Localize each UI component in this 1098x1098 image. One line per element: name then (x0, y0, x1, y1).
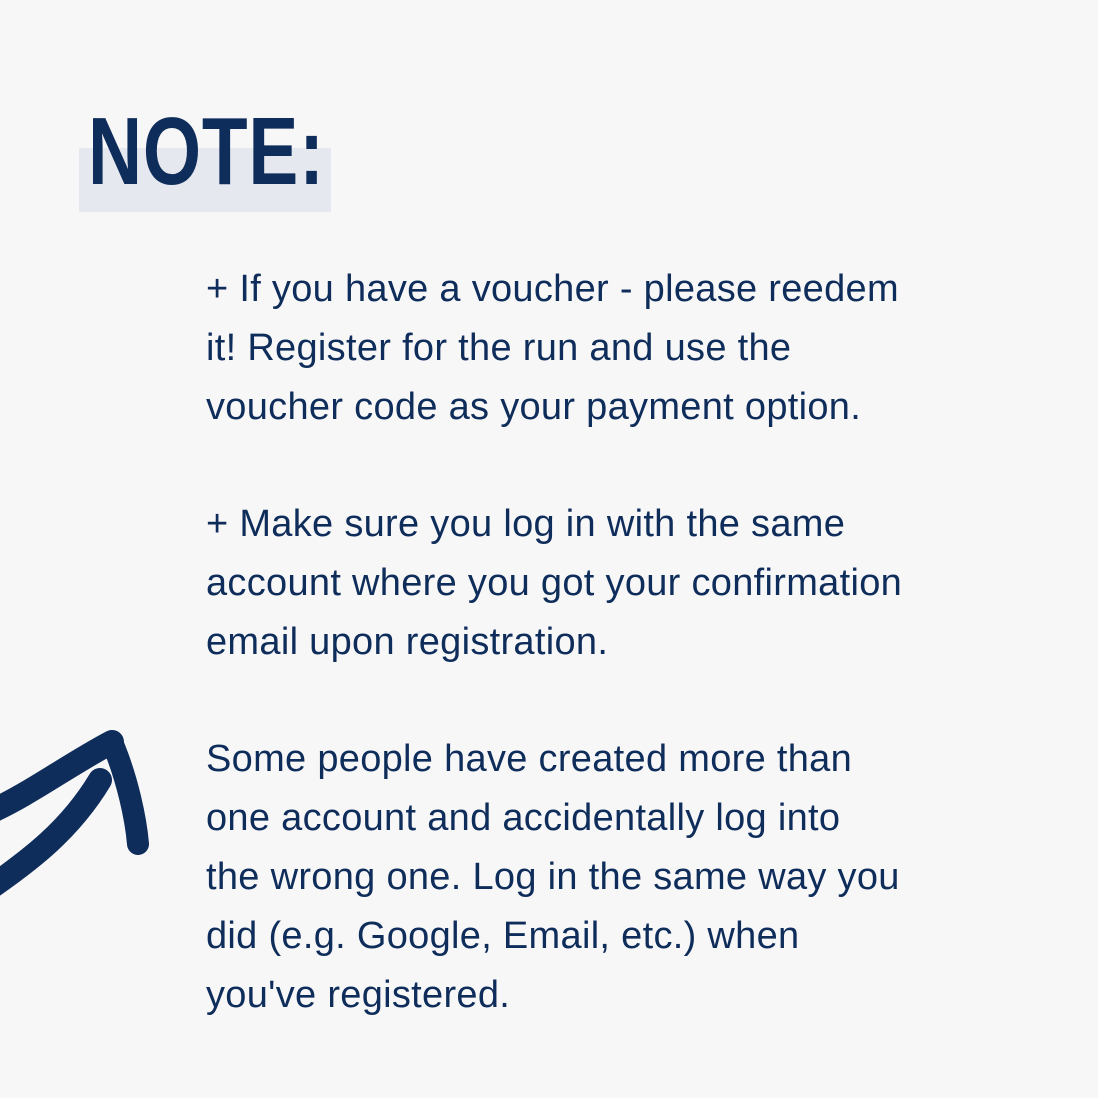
paragraph-line: one account and accidentally log into (206, 797, 841, 840)
paragraph-line: the wrong one. Log in the same way you (206, 855, 900, 898)
paragraph-line: you've registered. (206, 973, 511, 1016)
hand-drawn-arrow-icon (0, 720, 160, 900)
paragraph-voucher (206, 260, 1006, 436)
paragraph-line: Some people have created more than (206, 738, 853, 781)
paragraph-login (206, 495, 1006, 671)
note-title: NOTE: (88, 98, 325, 205)
paragraph-line: did (e.g. Google, Email, etc.) when (206, 914, 800, 957)
paragraph-line: + If you have a voucher - please reedem (206, 268, 899, 310)
paragraph-multiple-accounts (206, 730, 1006, 1024)
paragraph-line: + Make sure you log in with the same (206, 503, 846, 546)
paragraph-line: email upon registration. (206, 620, 609, 663)
paragraph-line: account where you got your confirmation (206, 561, 903, 604)
paragraph-line: voucher code as your payment option. (206, 385, 862, 428)
paragraph-line: it! Register for the run and use the (206, 326, 792, 369)
note-body (206, 260, 1006, 1024)
